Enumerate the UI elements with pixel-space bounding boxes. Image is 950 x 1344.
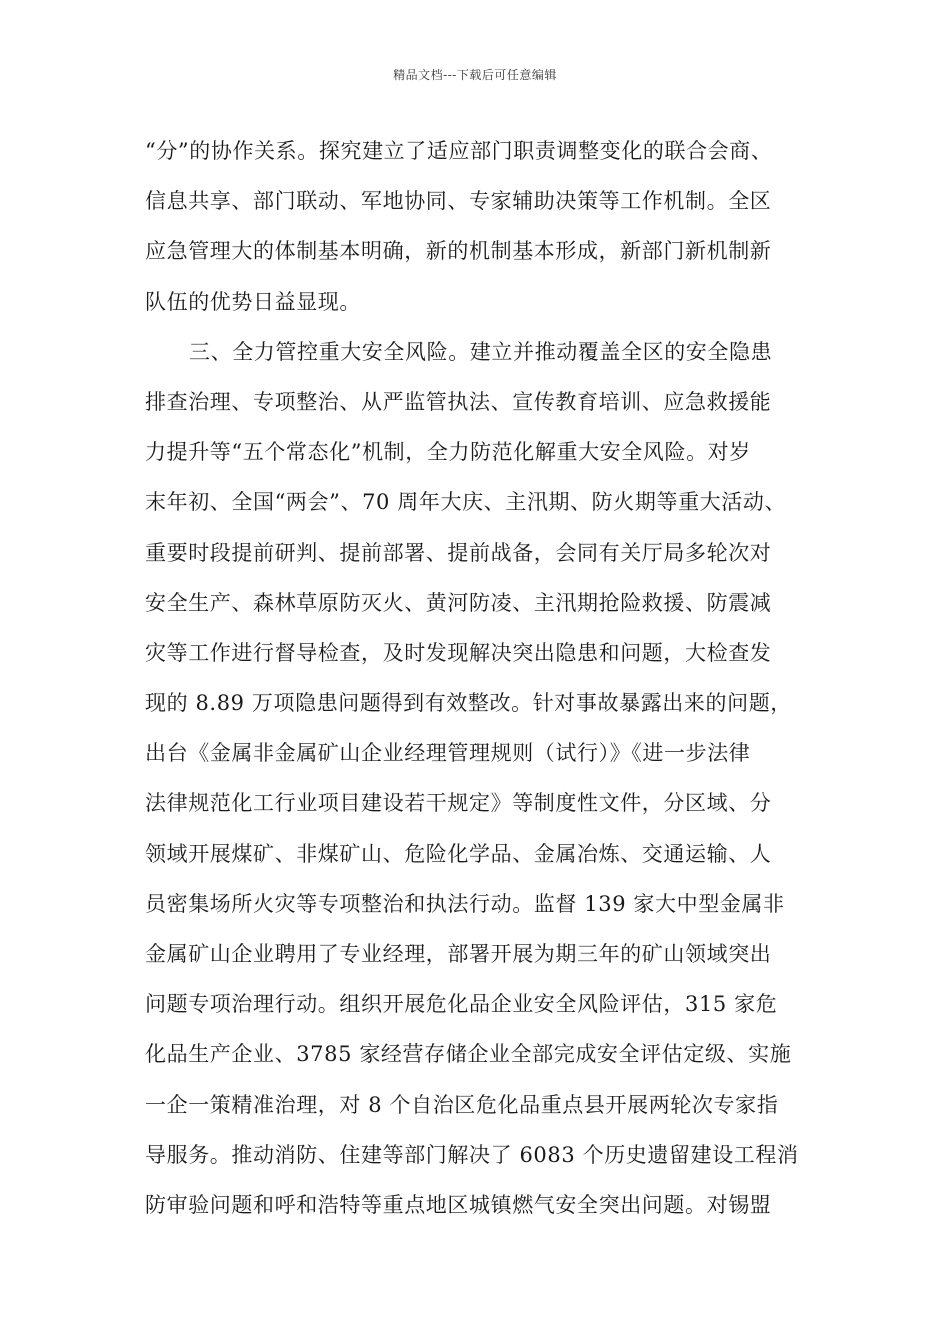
text-line: 员密集场所火灾等专项整治和执法行动。监督 139 家大中型金属非 [145,891,785,916]
text-line: 灾等工作进行督导检查，及时发现解决突出隐患和问题，大检查发 [145,640,772,665]
text-line: 法律规范化工行业项目建设若干规定》等制度性文件，分区域、分 [145,791,772,816]
text-line: 现的 8.89 万项隐患问题得到有效整改。针对事故暴露出来的问题， [145,691,792,716]
text-line: 领域开展煤矿、非煤矿山、危险化学品、金属冶炼、交通运输、人 [145,841,772,866]
text-line: 力提升等“五个常态化”机制，全力防范化解重大安全风险。对岁 [145,440,751,465]
text-line: 出台《金属非金属矿山企业经理管理规则（试行）》《进一步法律 [145,741,751,766]
text-line: 队伍的优势日益显现。 [145,289,361,314]
text-line: 信息共享、部门联动、军地协同、专家辅助决策等工作机制。全区 [145,189,772,214]
body-text [145,126,825,1230]
text-line: 导服务。推动消防、住建等部门解决了 6083 个历史遗留建设工程消 [145,1142,799,1167]
text-line: 应急管理大的体制基本明确，新的机制基本形成，新部门新机制新 [145,239,772,264]
text-line: “分”的协作关系。探究建立了适应部门职责调整变化的联合会商、 [145,139,773,163]
page-header: 精品文档---下载后可任意编辑 [393,68,557,82]
text-line: 金属矿山企业聘用了专业经理，部署开展为期三年的矿山领域突出 [145,942,772,966]
text-line: 一企一策精准治理，对 8 个自治区危化品重点县开展两轮次专家指 [145,1092,779,1117]
text-line: 防审验问题和呼和浩特等重点地区城镇燃气安全突出问题。对锡盟 [145,1192,772,1217]
paragraph-start-line: 三、全力管控重大安全风险。建立并推动覆盖全区的安全隐患 [189,339,773,364]
text-line: 问题专项治理行动。组织开展危化品企业安全风险评估，315 家危 [145,992,778,1017]
text-line: 重要时段提前研判、提前部署、提前战备，会同有关厅局多轮次对 [145,540,772,565]
text-line: 排查治理、专项整治、从严监管执法、宣传教育培训、应急救援能 [145,389,772,414]
text-line: 化品生产企业、3785 家经营存储企业全部完成安全评估定级、实施 [145,1042,792,1067]
text-line: 安全生产、森林草原防灭火、黄河防凌、主汛期抢险救援、防震减 [145,590,772,615]
text-line: 末年初、全国“两会”、70 周年大庆、主汛期、防火期等重大活动、 [145,490,787,515]
